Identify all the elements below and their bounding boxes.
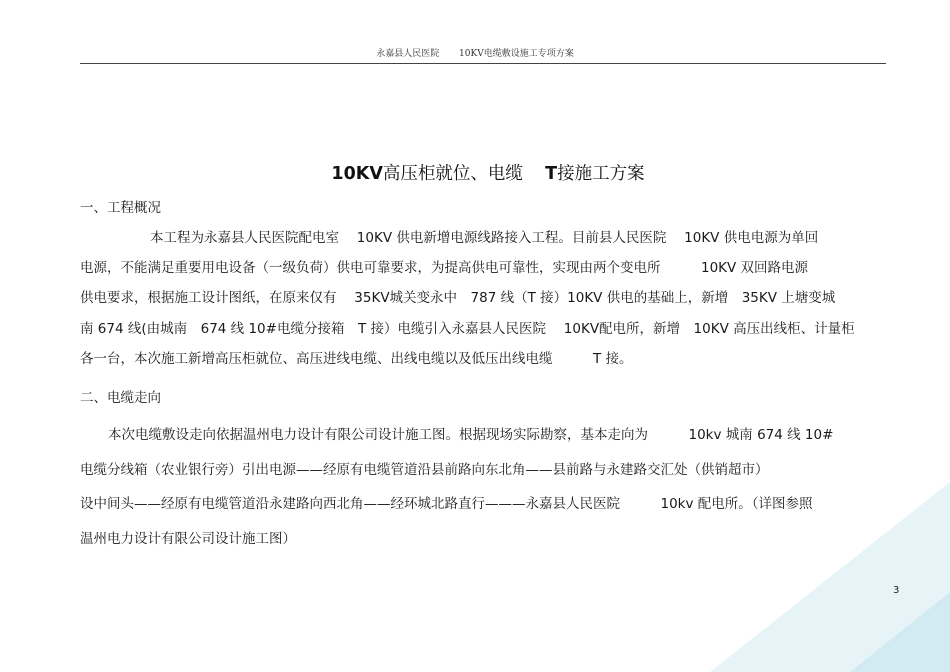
title-text-a: 高压柜就位、电缆 — [382, 164, 523, 184]
section2-line-2: 电缆分线箱（农业银行旁）引出电源——经原有电缆管道沿县前路向东北角——县前路与永建路交汇处（供销超市） — [80, 462, 769, 478]
section1-heading: 一、工程概况 — [80, 200, 161, 216]
section2-line-1: 本次电缆敷设走向依据温州电力设计有限公司设计施工图。根据现场实际勘察，基本走向为 10kv 城南 674 线 10# — [108, 427, 834, 443]
title-voltage: 10KV — [331, 164, 383, 184]
corner-decoration — [650, 442, 950, 672]
section1-line-3: 供电要求，根据施工设计图纸，在原来仅有 35KV城关变永中 787 线（T 接）10KV 供电的基础上，新增 35KV 上塘变城 — [80, 290, 836, 306]
title-text-b: 接施工方案 — [557, 164, 645, 184]
section2-line-4: 温州电力设计有限公司设计施工图） — [80, 531, 296, 547]
running-header — [0, 46, 950, 59]
section1-line-5: 各一台，本次施工新增高压柜就位、高压进线电缆、出线电缆以及低压出线电缆 T 接。 — [80, 351, 633, 367]
page-number: 3 — [893, 585, 900, 596]
title-t: T — [545, 164, 558, 184]
document-title — [0, 160, 950, 185]
section2-heading: 二、电缆走向 — [80, 390, 161, 406]
section1-line-4: 南 674 线(由城南 674 线 10#电缆分接箱 T 接）电缆引入永嘉县人民医院 10KV配电所，新增 10KV 高压出线柜、计量柜 — [80, 321, 855, 337]
section2-line-3: 设中间头——经原有电缆管道沿永建路向西北角——经环城北路直行———永嘉县人民医院 10kv 配电所。（详图参照 — [80, 496, 813, 512]
section1-line-1: 本工程为永嘉县人民医院配电室 10KV 供电新增电源线路接入工程。目前县人民医院 10KV 供电电源为单回 — [150, 230, 819, 246]
header-project: 10KV电缆敷设施工专项方案 — [459, 49, 574, 59]
section1-line-2: 电源，不能满足重要用电设备（一级负荷）供电可靠要求，为提高供电可靠性，实现由两个变电所 10KV 双回路电源 — [80, 260, 809, 276]
header-rule — [80, 63, 886, 64]
header-hospital: 永嘉县人民医院 — [376, 49, 440, 59]
